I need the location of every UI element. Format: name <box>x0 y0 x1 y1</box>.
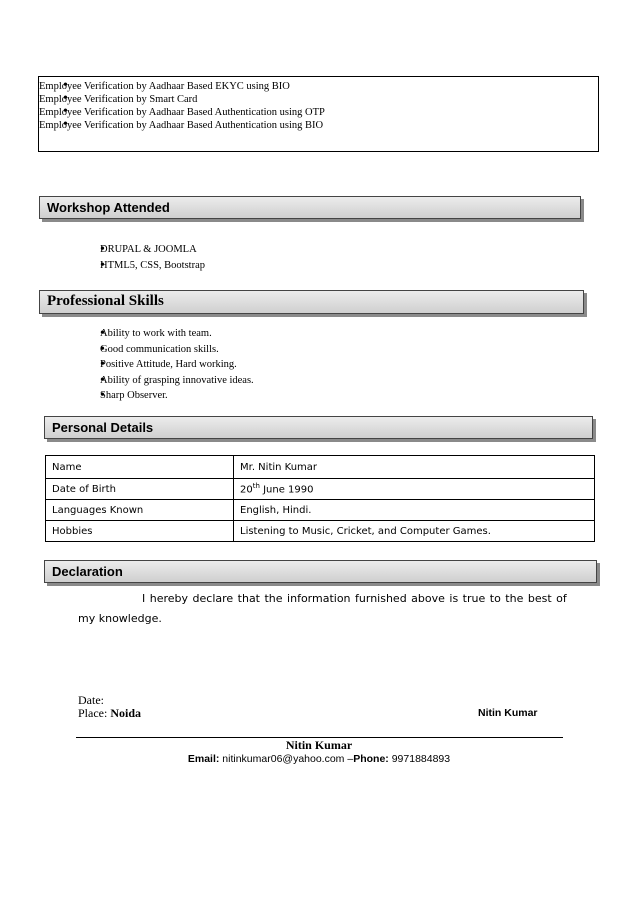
phone-label: Phone: <box>353 753 389 765</box>
table-row <box>46 456 595 479</box>
signature-name: Nitin Kumar <box>478 707 538 719</box>
table-row <box>46 521 595 542</box>
table-value: English, Hindi. <box>234 500 595 521</box>
personal-details-table <box>45 455 595 542</box>
section-title: Professional Skills <box>47 293 164 309</box>
declaration-line2: my knowledge. <box>78 612 162 625</box>
list-item: • DRUPAL & JOOMLA <box>100 242 205 258</box>
table-row <box>46 500 595 521</box>
table-key: Date of Birth <box>46 479 234 500</box>
dob-suffix: th <box>252 482 260 491</box>
table-value: Listening to Music, Cricket, and Computer Games. <box>234 521 595 542</box>
list-item: • Ability of grasping innovative ideas. <box>100 373 254 389</box>
place-line <box>78 706 141 721</box>
verification-list <box>39 80 325 132</box>
list-item: • HTML5, CSS, Bootstrap <box>100 258 205 274</box>
list-item: • Employee Verification by Smart Card <box>39 93 325 106</box>
list-item: • Employee Verification by Aadhaar Based EKYC using BIO <box>39 80 325 93</box>
list-item: • Sharp Observer. <box>100 388 254 404</box>
list-item: • Employee Verification by Aadhaar Based Authentication using BIO <box>39 119 325 132</box>
section-title: Workshop Attended <box>47 200 170 215</box>
table-key: Name <box>46 456 234 479</box>
footer-name: Nitin Kumar <box>285 738 353 752</box>
dob-day: 20 <box>240 484 253 496</box>
list-item: • Good communication skills. <box>100 342 254 358</box>
email-label: Email: <box>187 753 220 765</box>
section-title: Declaration <box>52 564 123 579</box>
list-item: • Positive Attitude, Hard working. <box>100 357 254 373</box>
skills-list <box>100 326 254 404</box>
place-label: Place: <box>78 706 108 720</box>
footer-contact <box>0 753 638 765</box>
workshop-list <box>100 242 205 273</box>
contact-separator: – <box>347 753 354 765</box>
list-item: • Ability to work with team. <box>100 326 254 342</box>
table-value: Mr. Nitin Kumar <box>234 456 595 479</box>
declaration-header <box>44 560 597 583</box>
phone-number: 9971884893 <box>391 753 451 765</box>
table-key: Hobbies <box>46 521 234 542</box>
personal-header <box>44 416 593 439</box>
dob-rest: June 1990 <box>259 484 314 496</box>
table-key: Languages Known <box>46 500 234 521</box>
place-value: Noida <box>110 706 142 720</box>
date-label: Date: <box>78 693 104 707</box>
skills-header <box>39 290 584 314</box>
table-value <box>234 479 595 500</box>
email-link[interactable]: nitinkumar06@yahoo.com <box>222 753 345 765</box>
table-row <box>46 479 595 500</box>
section-title: Personal Details <box>52 420 154 435</box>
declaration-line1: I hereby declare that the information furnished above is true to the best of <box>142 592 567 605</box>
workshop-header <box>39 196 581 219</box>
list-item: • Employee Verification by Aadhaar Based Authentication using OTP <box>39 106 325 119</box>
verification-box <box>38 76 599 152</box>
